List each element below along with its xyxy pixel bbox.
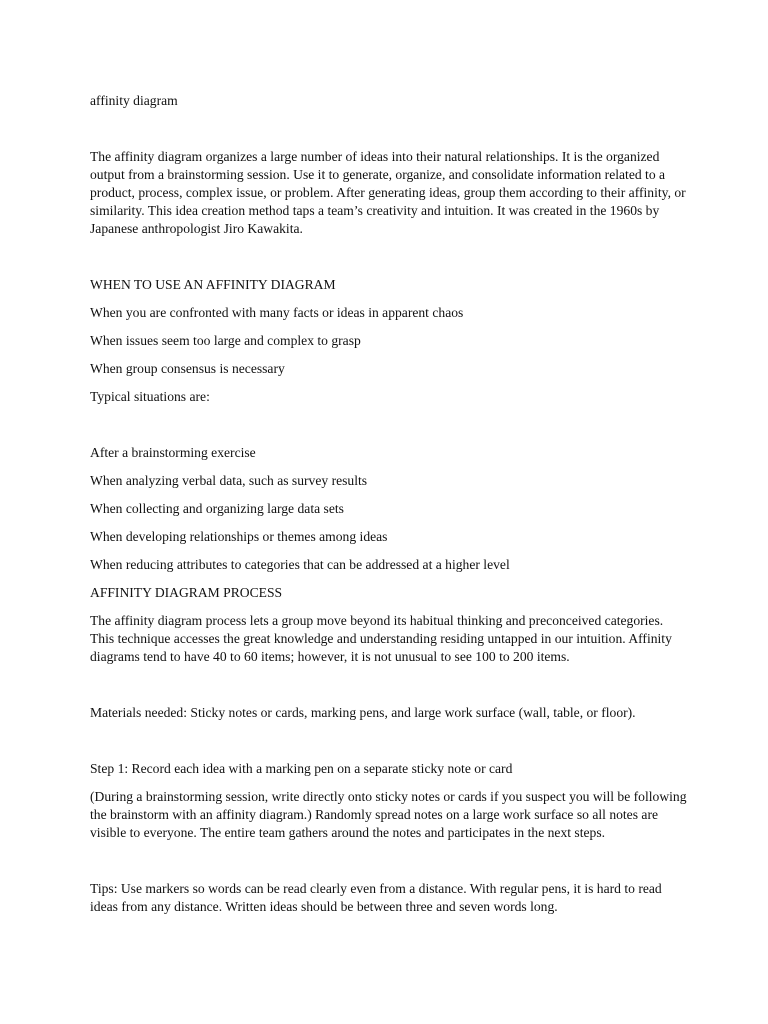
typical-item: When analyzing verbal data, such as survey results <box>90 473 368 488</box>
step1-heading: Step 1: Record each idea with a marking pen on a separate sticky note or card <box>90 761 513 776</box>
typical-item: After a brainstorming exercise <box>90 445 256 460</box>
tips-paragraph: Tips: Use markers so words can be read clearly even from a distance. With regular pens, it is hard to read ideas from any distance. Written ideas should be between three and seven words long. <box>90 881 662 914</box>
document-title: affinity diagram <box>90 93 178 108</box>
typical-label: Typical situations are: <box>90 389 210 404</box>
when-item: When issues seem too large and complex to grasp <box>90 333 361 348</box>
process-paragraph: The affinity diagram process lets a group move beyond its habitual thinking and preconceived categories. This technique accesses the great knowledge and understanding residing untapped in our intuition. Affinity diagrams tend to have 40 to 60 items; however, it is not unusual to see 100 to 200 items. <box>90 613 672 664</box>
typical-item: When collecting and organizing large data sets <box>90 501 344 516</box>
typical-item: When reducing attributes to categories that can be addressed at a higher level <box>90 557 510 572</box>
process-heading: AFFINITY DIAGRAM PROCESS <box>90 585 283 600</box>
step1-paragraph: (During a brainstorming session, write directly onto sticky notes or cards if you suspect you will be following the brainstorm with an affinity diagram.) Randomly spread notes on a large work surface so all notes are visible to everyone. The entire team gathers around the notes and participates in the next steps. <box>90 789 687 840</box>
materials-paragraph: Materials needed: Sticky notes or cards, marking pens, and large work surface (wall, table, or floor). <box>90 705 636 720</box>
when-heading: WHEN TO USE AN AFFINITY DIAGRAM <box>90 277 336 292</box>
intro-paragraph: The affinity diagram organizes a large number of ideas into their natural relationships. It is the organized output from a brainstorming session. Use it to generate, organize, and consolidate information related to a product, process, complex issue, or problem. After generating ideas, group them according to their affinity, or similarity. This idea creation method taps a team’s creativity and intuition. It was created in the 1960s by Japanese anthropologist Jiro Kawakita. <box>90 149 686 236</box>
when-item: When group consensus is necessary <box>90 361 285 376</box>
when-item: When you are confronted with many facts or ideas in apparent chaos <box>90 305 464 320</box>
typical-item: When developing relationships or themes among ideas <box>90 529 388 544</box>
document-page <box>90 92 690 916</box>
